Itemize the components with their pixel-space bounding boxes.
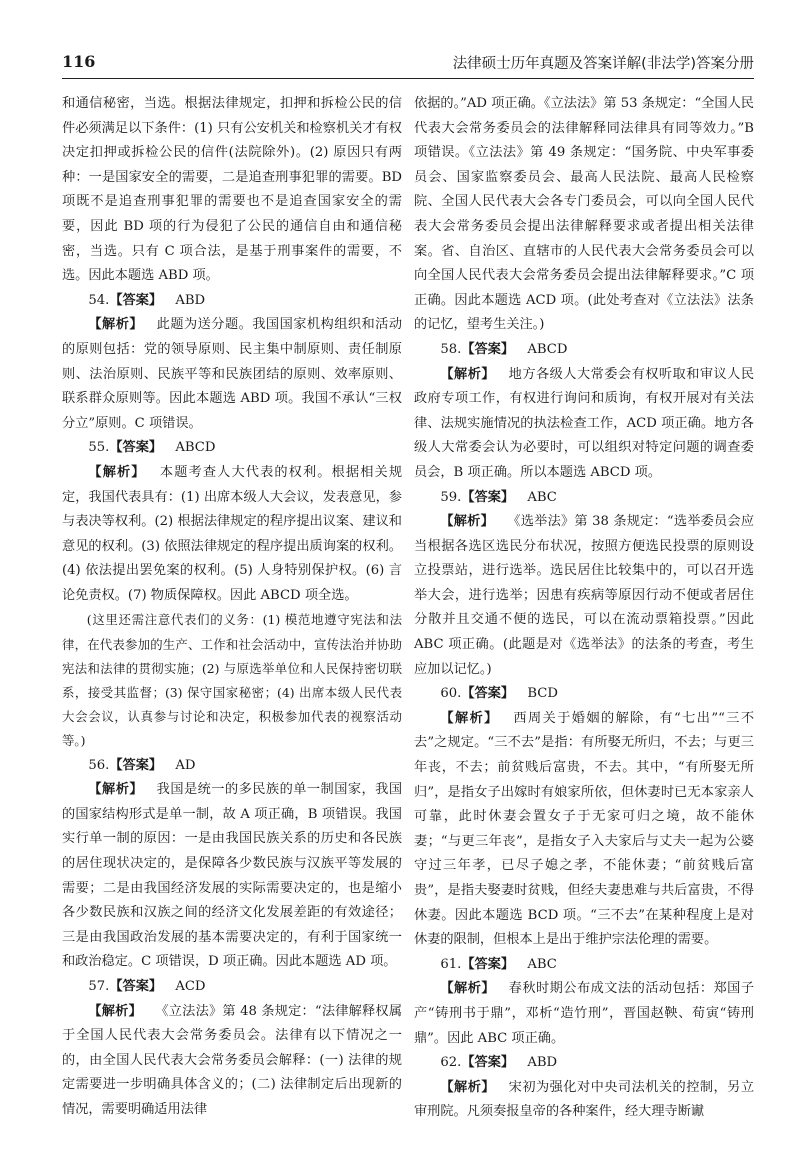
analysis-paragraph bbox=[62, 313, 402, 436]
answer-line bbox=[414, 338, 754, 363]
question-number: 57. bbox=[88, 979, 110, 995]
answer-line bbox=[62, 436, 402, 461]
running-title: 法律硕士历年真题及答案详解(非法学)答案分册 bbox=[452, 56, 754, 72]
analysis-tag: 【解析】 bbox=[88, 1003, 142, 1019]
analysis-text: 此题为送分题。我国国家机构组织和活动的原则包括：党的领导原则、民主集中制原则、责任制原则、法治原则、民族平等和民族团结的原则、效率原则、联系群众原则等。因此本题选 ABD 项。我国不承认“三权分立”原则。C 项错误。 bbox=[62, 317, 403, 431]
answer-value: ABD bbox=[175, 292, 206, 308]
analysis-tag: 【解析】 bbox=[440, 710, 499, 726]
answer-line bbox=[414, 486, 754, 511]
answer-tag: 【答案】 bbox=[461, 686, 515, 702]
answer-line bbox=[414, 682, 754, 707]
analysis-tag: 【解析】 bbox=[88, 464, 146, 480]
question-number: 54. bbox=[88, 292, 110, 308]
answer-value: ACD bbox=[175, 979, 206, 995]
answer-value: BCD bbox=[527, 686, 558, 702]
answer-tag: 【答案】 bbox=[461, 956, 515, 972]
analysis-paragraph bbox=[62, 461, 402, 609]
answer-line bbox=[414, 953, 754, 978]
question-number: 61. bbox=[440, 956, 462, 972]
answer-value: ABC bbox=[527, 956, 557, 972]
answer-value: ABCD bbox=[527, 341, 568, 357]
answer-tag: 【答案】 bbox=[461, 1055, 515, 1071]
note-text: (这里还需注意代表们的义务：(1) 模范地遵守宪法和法律，在代表参加的生产、工作和社会活动中，宣传法治并协助宪法和法律的贯彻实施；(2) 与原选举单位和人民保持密切联系，接受其监督；(3) 保守国家秘密；(4) 出席本级人民代表大会会议，认真参与讨论和决定，积极参加代表的视察活动等。) bbox=[62, 612, 402, 749]
answer-tag: 【答案】 bbox=[109, 292, 163, 308]
analysis-tag: 【解析】 bbox=[440, 981, 496, 997]
question-number: 60. bbox=[440, 686, 462, 702]
answer-tag: 【答案】 bbox=[109, 757, 163, 773]
answer-tag: 【答案】 bbox=[109, 979, 163, 995]
answer-line bbox=[414, 1051, 754, 1076]
answer-value: AD bbox=[175, 757, 196, 773]
question-number: 62. bbox=[440, 1055, 462, 1071]
answer-tag: 【答案】 bbox=[461, 489, 515, 505]
analysis-text: 《立法法》第 48 条规定：“法律解释权属于全国人民代表大会常务委员会。法律有以下情况之一的，由全国人民代表大会常务委员会解释：(一) 法律的规定需要进一步明确具体含义的；(二) 法律制定后出现新的情况，需要明确适用法律 bbox=[62, 1003, 403, 1117]
analysis-text: 本题考查人大代表的权利。根据相关规定，我国代表具有：(1) 出席本级人大会议，发表意见，参与表决等权利。(2) 根据法律规定的程序提出议案、建议和意见的权利。(3) 依照法律规定的程序提出质询案的权利。(4) 依法提出罢免案的权利。(5) 人身特别保护权。(6) 言论免责权。(7) 物质保障权。因此 ABCD 项全选。 bbox=[62, 464, 403, 603]
analysis-tag: 【解析】 bbox=[440, 1079, 496, 1095]
answer-value: ABC bbox=[527, 489, 557, 505]
analysis-tag: 【解析】 bbox=[440, 514, 494, 530]
continued-paragraph bbox=[62, 92, 402, 289]
answer-tag: 【答案】 bbox=[109, 440, 163, 456]
analysis-text: 地方各级人大常委会有权听取和审议人民政府专项工作，有权进行询问和质询，有权开展对有关法律、法规实施情况的执法检查工作，ACD 项正确。地方各级人大常委会认为必要时，可以组织对特定问题的调查委员会，B 项正确。所以本题选 ABCD 项。 bbox=[414, 366, 755, 480]
question-number: 56. bbox=[88, 757, 110, 773]
answer-line bbox=[62, 975, 402, 1000]
analysis-text: 春秋时期公布成文法的活动包括：郑国子产“铸刑书于鼎”，邓析“造竹刑”，晋国赵鞅、荀寅“铸刑鼎”。因此 ABC 项正确。 bbox=[414, 981, 755, 1046]
header-rule bbox=[62, 78, 754, 79]
analysis-tag: 【解析】 bbox=[88, 317, 144, 333]
analysis-paragraph bbox=[414, 1076, 754, 1125]
analysis-tag: 【解析】 bbox=[88, 782, 144, 798]
analysis-paragraph bbox=[414, 363, 754, 486]
answer-line bbox=[62, 289, 402, 314]
analysis-text: 《选举法》第 38 条规定：“选举委员会应当根据各选区选民分布状况，按照方便选民投票的原则设立投票站，进行选举。选民居住比较集中的，可以召开选举大会，进行选举；因患有疾病等原因行动不便或者居住分散并且交通不便的选民，可以在流动票箱投票。”因此 ABC 项正确。(此题是对《选举法》的法条的考查，考生应加以记忆。) bbox=[414, 514, 755, 677]
question-number: 59. bbox=[440, 489, 462, 505]
answer-value: ABD bbox=[527, 1055, 558, 1071]
question-number: 58. bbox=[440, 341, 462, 357]
answer-tag: 【答案】 bbox=[461, 341, 515, 357]
left-column bbox=[62, 92, 402, 1123]
answer-value: ABCD bbox=[175, 440, 216, 456]
right-column bbox=[414, 92, 754, 1125]
page-number: 116 bbox=[62, 52, 96, 71]
analysis-paragraph bbox=[414, 510, 754, 682]
analysis-paragraph bbox=[414, 977, 754, 1051]
page-header bbox=[62, 50, 754, 76]
analysis-text: 西周关于婚姻的解除，有“七出”“三不去”之规定。“三不去”是指：有所娶无所归，不去；与更三年丧，不去；前贫贱后富贵，不去。其中，“有所娶无所归”，是指女子出嫁时有娘家所依，但休妻时已无本家亲人可靠，此时休妻会置女子于无家可归之境，故不能休妻；“与更三年丧”，是指女子入夫家后与丈夫一起为公婆守过三年孝，已尽子媳之孝，不能休妻；“前贫贱后富贵”，是指夫娶妻时贫贱，但经夫妻患难与共后富贵，不得休妻。因此本题选 BCD 项。“三不去”在某种程度上是对休妻的限制，但根本上是出于维护宗法伦理的需要。 bbox=[414, 710, 755, 948]
paragraph-text: 和通信秘密，当选。根据法律规定，扣押和拆检公民的信件必须满足以下条件：(1) 只有公安机关和检察机关才有权决定扣押或拆检公民的信件(法院除外)。(2) 原因只有两种：一是国家安全的需要，二是追查刑事犯罪的需要。BD 项既不是追查刑事犯罪的需要也不是追查国家安全的需要，因此 BD 项的行为侵犯了公民的通信自由和通信秘密，当选。只有 C 项合法，是基于刑事案件的需要，不选。因此本题选 ABD 项。 bbox=[62, 96, 402, 284]
analysis-text: 宋初为强化对中央司法机关的控制，另立审刑院。凡须奏报皇帝的各种案件，经大理寺断谳 bbox=[414, 1079, 755, 1120]
analysis-paragraph bbox=[62, 1000, 402, 1123]
analysis-paragraph bbox=[62, 778, 402, 975]
analysis-tag: 【解析】 bbox=[440, 366, 496, 382]
paragraph-text: 依据的。”AD 项正确。《立法法》第 53 条规定：“全国人民代表大会常务委员会的法律解释同法律具有同等效力。”B 项错误。《立法法》第 49 条规定：“国务院、中央军事委员会、国家监察委员会、最高人民法院、最高人民检察院、全国人民代表大会各专门委员会，可以向全国人民代表大会常务委员会提出法律解释要求或者提出相关法律案。省、自治区、直辖市的人民代表大会常务委员会可以向全国人民代表大会常务委员会提出法律解释要求。”C 项正确。因此本题选 ACD 项。(此处考查对《立法法》法条的记忆，望考生关注。) bbox=[414, 96, 754, 333]
continued-paragraph bbox=[414, 92, 754, 338]
analysis-text: 我国是统一的多民族的单一制国家，我国的国家结构形式是单一制，故 A 项正确，B 项错误。我国实行单一制的原因：一是由我国民族关系的历史和各民族的居住现状决定的，是保障各少数民族与汉族平等发展的需要；二是由我国经济发展的实际需要决定的，也是缩小各少数民族和汉族之间的经济文化发展差距的有效途径；三是由我国政治发展的基本需要决定的，有利于国家统一和政治稳定。C 项错误，D 项正确。因此本题选 AD 项。 bbox=[62, 782, 403, 970]
analysis-paragraph bbox=[414, 707, 754, 953]
note-paragraph bbox=[62, 608, 402, 753]
answer-line bbox=[62, 754, 402, 779]
question-number: 55. bbox=[88, 440, 110, 456]
